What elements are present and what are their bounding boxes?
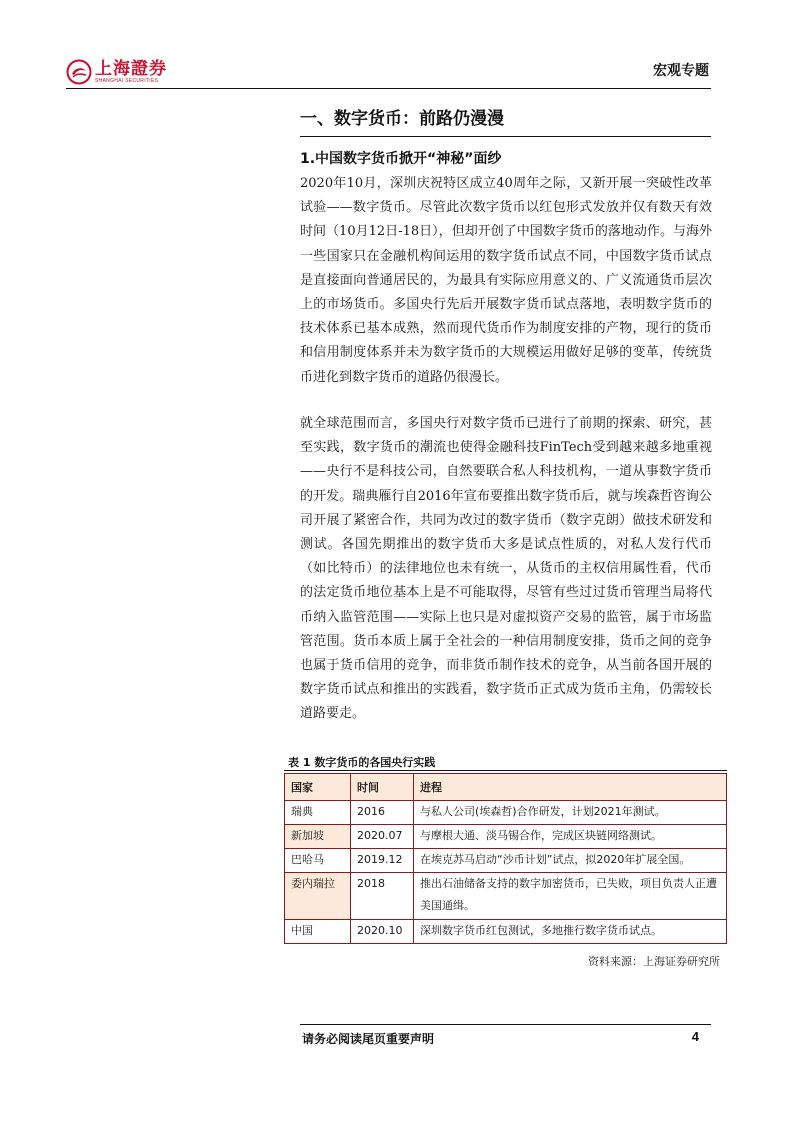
table-row [285, 849, 727, 873]
subsection-title: 1.中国数字货币掀开“神秘”面纱 [300, 151, 502, 167]
cell-time: 2020.07 [351, 825, 414, 849]
cell-progress: 在埃克苏马启动“沙币计划”试点，拟2020年扩展全国。 [414, 849, 727, 873]
table-row [285, 801, 727, 825]
table-caption-divider [284, 770, 727, 771]
table-caption: 表 1 数字货币的各国央行实践 [288, 756, 436, 769]
footer-divider [300, 1024, 711, 1025]
logo-text-en: SHANGHAI SECURITIES [95, 77, 159, 84]
page-number: 4 [691, 1029, 699, 1044]
company-logo [66, 58, 167, 86]
cell-time: 2016 [351, 801, 414, 825]
logo-emblem-icon [66, 59, 92, 85]
cell-progress: 深圳数字货币红包测试，多地推行数字货币试点。 [414, 920, 727, 944]
cell-time: 2018 [351, 873, 414, 920]
table-row [285, 873, 727, 920]
logo-text-cn: 上海證券 [95, 58, 167, 79]
cell-country: 中国 [285, 920, 351, 944]
section-divider [300, 136, 711, 137]
central-bank-practice-table [284, 773, 727, 944]
footer-disclaimer: 请务必阅读尾页重要声明 [302, 1032, 435, 1046]
table-source-note: 资料来源：上海证券研究所 [588, 955, 720, 968]
table-row [285, 920, 727, 944]
cell-progress: 与私人公司(埃森哲)合作研发，计划2021年测试。 [414, 801, 727, 825]
cell-country: 瑞典 [285, 801, 351, 825]
report-category: 宏观专题 [653, 63, 709, 79]
cell-progress: 推出石油储备支持的数字加密货币，已失败，项目负责人正遭美国通缉。 [414, 873, 727, 920]
cell-country: 巴哈马 [285, 849, 351, 873]
body-paragraph-2: 就全球范围而言，多国央行对数字货币已进行了前期的探索、研究，甚至实践，数字货币的潮流也使得金融科技FinTech受到越来越多地重视——央行不是科技公司，自然要联合私人科技机构，一道从事数字货币的开发。瑞典雁行自2016年宣布要推出数字货币后，就与埃森哲咨询公司开展了紧密合作，共同为改过的数字货币（数字克朗）做技术研发和测试。各国先期推出的数字货币大多是试点性质的，对私人发行代币（如比特币）的法律地位也未有统一，从货币的主权信用属性看，代币的法定货币地位基本上是不可能取得，尽管有些过过货币管理当局将代币纳入监管范围——实际上也只是对虚拟资产交易的监管，属于市场监管范围。货币本质上属于全社会的一种信用制度安排，货币之间的竞争也属于货币信用的竞争，而非货币制作技术的竞争，从当前各国开展的数字货币试点和推出的实践看，数字货币正式成为货币主角，仍需较长道路要走。 [300, 416, 712, 722]
cell-progress: 与摩根大通、淡马锡合作，完成区块链网络测试。 [414, 825, 727, 849]
header-progress: 进程 [414, 774, 727, 801]
body-paragraph-1: 2020年10月，深圳庆祝特区成立40周年之际，又新开展一突破性改革试验——数字货币。尽管此次数字货币以红包形式发放并仅有数天有效时间（10月12日-18日），但却开创了中国数字货币的落地动作。与海外一些国家只在金融机构间运用的数字货币试点不同，中国数字货币试点是直接面向普通居民的，为最具有实际应用意义的、广义流通货币层次上的市场货币。多国央行先后开展数字货币试点落地，表明数字货币的技术体系已基本成熟，然而现代货币作为制度安排的产物，现行的货币和信用制度体系并未为数字货币的大规模运用做好足够的变革，传统货币进化到数字货币的道路仍很漫长。 [300, 176, 712, 385]
cell-country: 新加坡 [285, 825, 351, 849]
header-country: 国家 [285, 774, 351, 801]
table-header-row [285, 774, 727, 801]
table-row [285, 825, 727, 849]
section-title: 一、数字货币：前路仍漫漫 [300, 109, 504, 129]
cell-time: 2020.10 [351, 920, 414, 944]
cell-time: 2019.12 [351, 849, 414, 873]
header-divider [66, 88, 711, 89]
cell-country: 委内瑞拉 [285, 873, 351, 920]
header-time: 时间 [351, 774, 414, 801]
